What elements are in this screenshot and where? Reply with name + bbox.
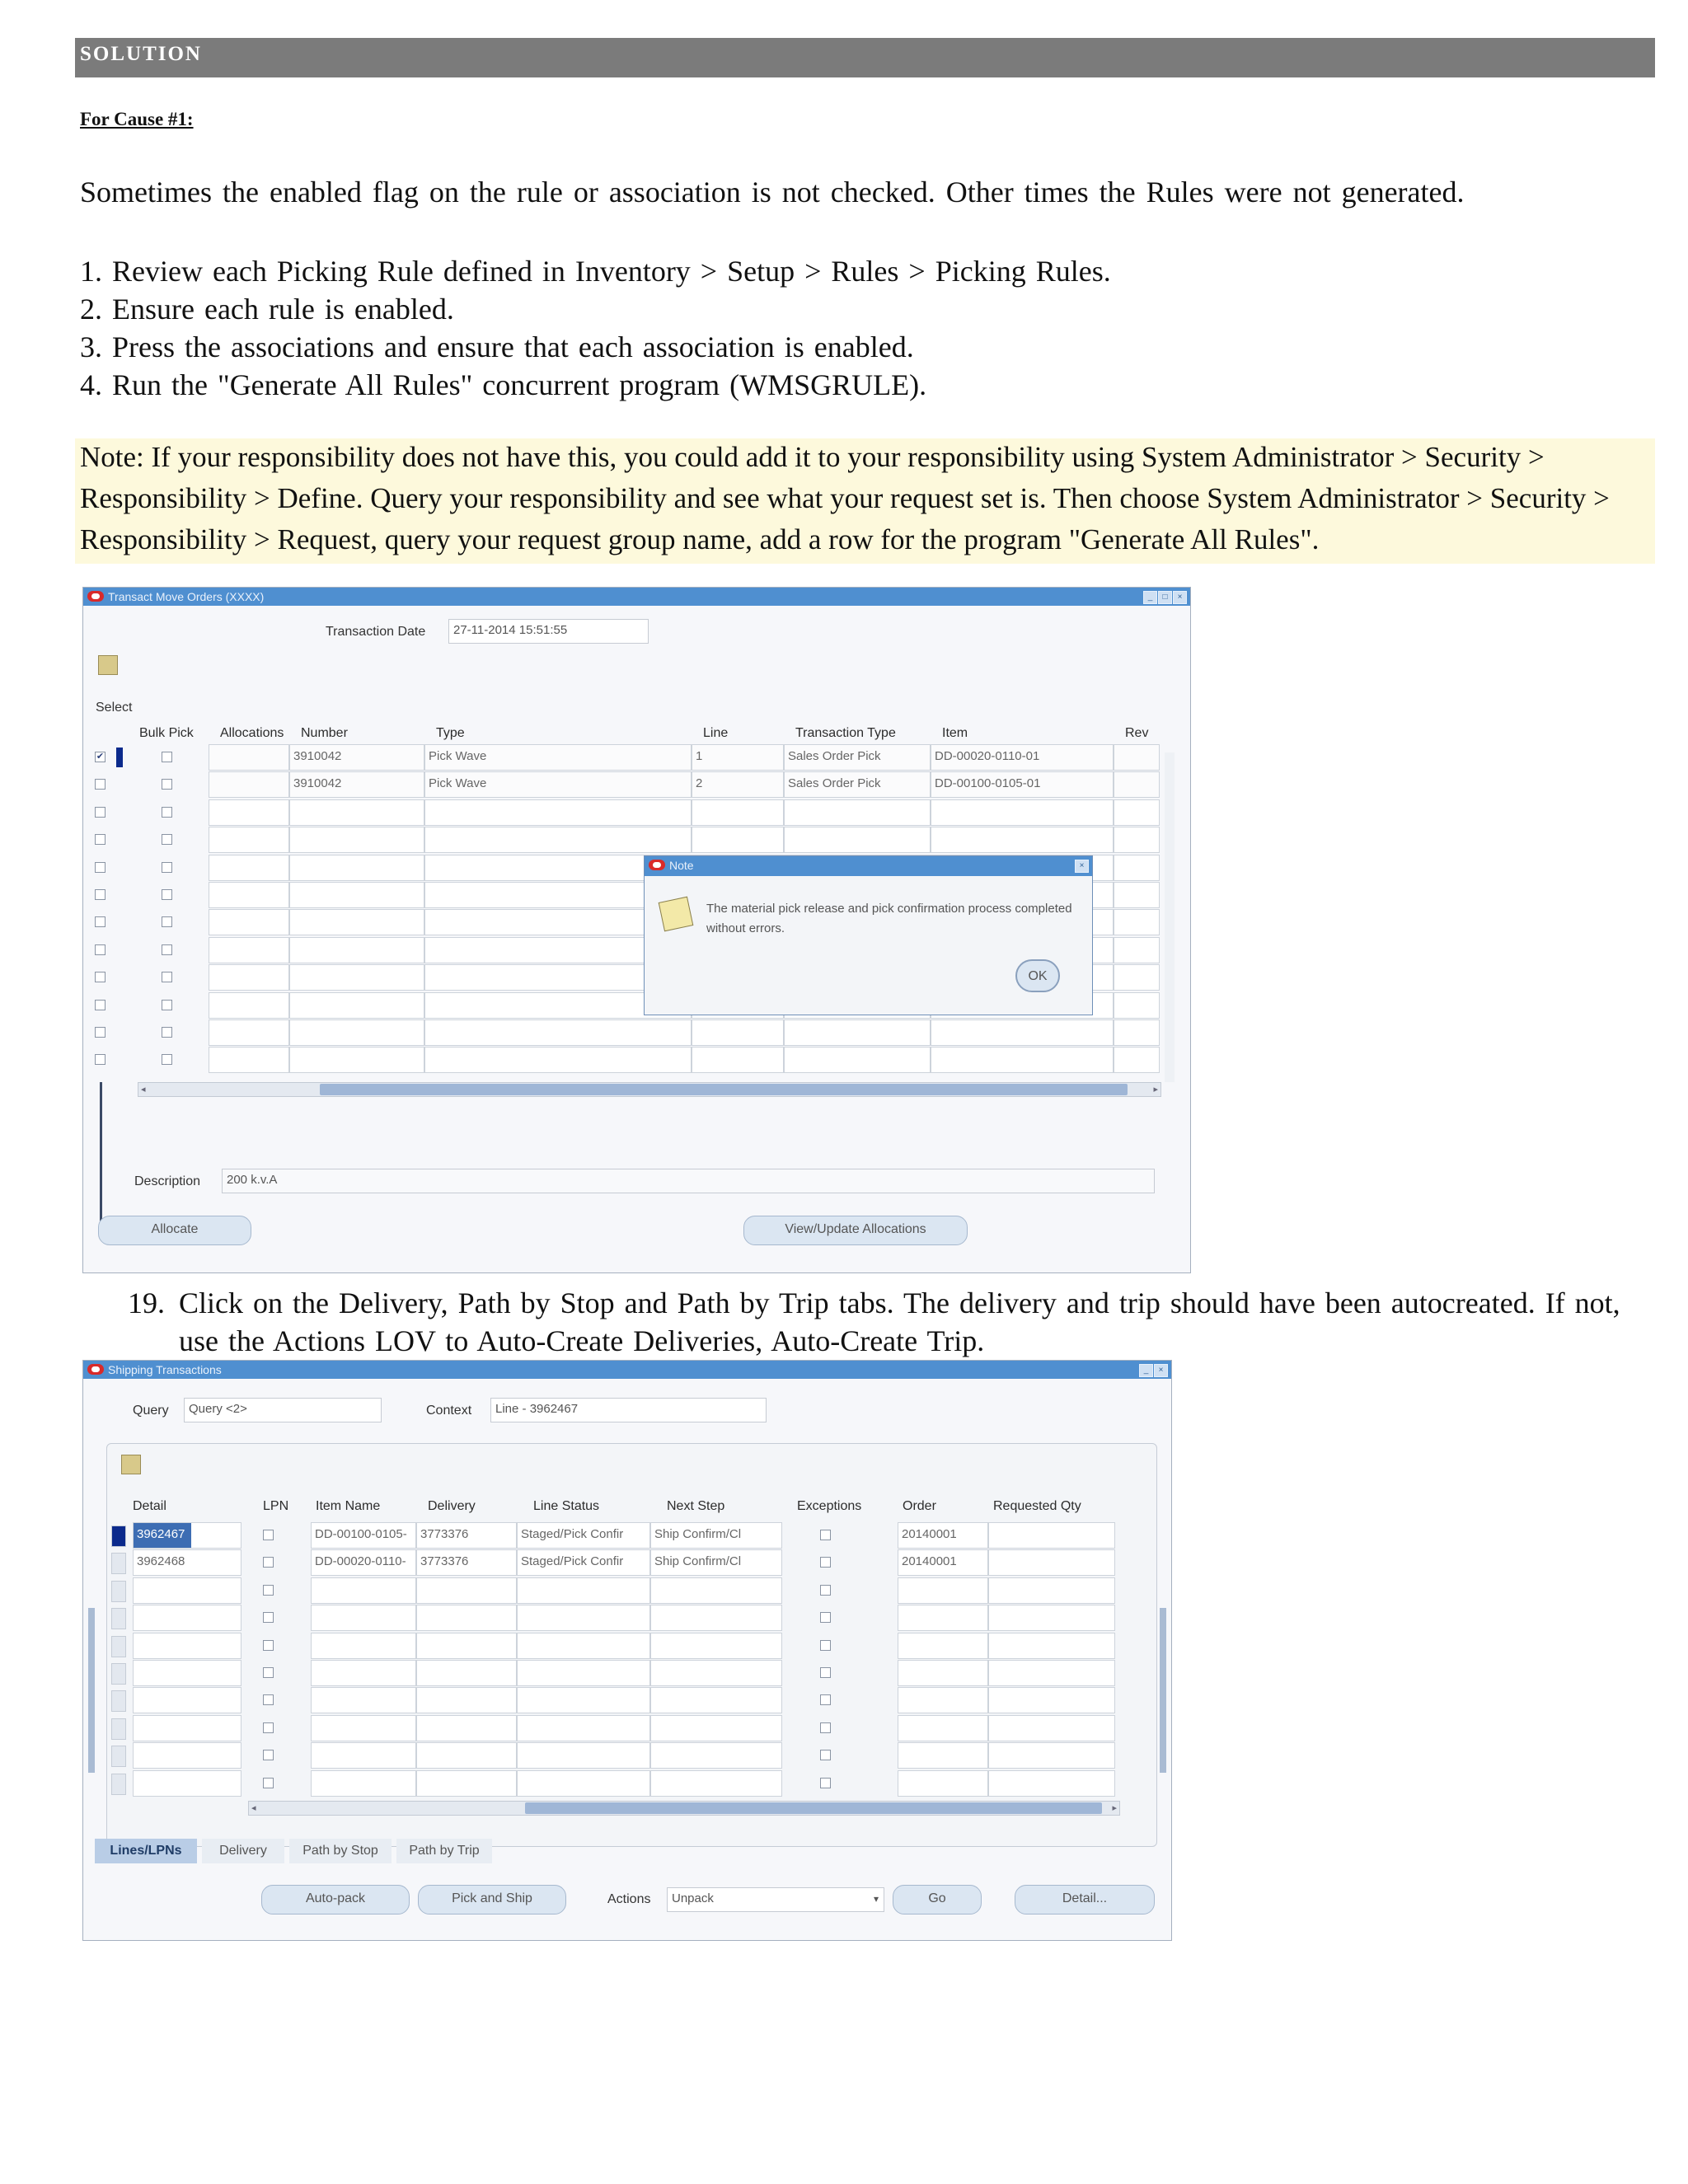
context-label: Context (426, 1404, 472, 1418)
step-item: 3. Press the associations and ensure that each association is enabled. (80, 330, 914, 363)
table-cell[interactable] (650, 1770, 782, 1797)
tab-lines-lpns[interactable]: Lines/LPNs (95, 1839, 197, 1863)
col-header-item-name: Item Name (316, 1499, 381, 1513)
table-cell[interactable] (289, 1019, 424, 1046)
go-button[interactable]: Go (893, 1885, 982, 1915)
table-cell[interactable]: 20140001 (898, 1522, 988, 1549)
exceptions-checkbox[interactable] (820, 1612, 831, 1623)
right-scroll-handle[interactable] (1160, 1608, 1166, 1773)
table-cell[interactable] (517, 1687, 650, 1713)
table-cell[interactable] (289, 855, 424, 881)
step-19-text: Click on the Delivery, Path by Stop and Path by Trip tabs. The delivery and trip should have been autocreated. If not, use the Actions LOV to Auto-Create Deliveries, Auto-Create Trip. (179, 1286, 1620, 1357)
exceptions-checkbox[interactable] (820, 1640, 831, 1651)
step-item: 2. Ensure each rule is enabled. (80, 293, 454, 326)
row-select-checkbox[interactable]: ✔ (96, 752, 105, 762)
col-header-allocations: Allocations (220, 726, 284, 740)
table-cell[interactable]: Sales Order Pick (784, 771, 931, 798)
bulk-pick-checkbox[interactable] (162, 834, 172, 845)
lpn-checkbox[interactable] (263, 1694, 274, 1705)
folder-tools-icon[interactable] (98, 655, 118, 675)
table-cell[interactable] (209, 799, 289, 826)
note-dialog (644, 855, 1093, 1015)
table-cell[interactable] (311, 1687, 416, 1713)
record-indicator[interactable] (111, 1690, 126, 1712)
row-select-checkbox[interactable] (95, 834, 106, 845)
actions-label: Actions (607, 1892, 651, 1906)
table-cell[interactable]: Pick Wave (424, 744, 692, 771)
table-cell[interactable] (289, 992, 424, 1019)
table-cell[interactable] (1114, 992, 1160, 1019)
table-cell[interactable] (133, 1770, 241, 1797)
record-indicator[interactable] (111, 1581, 126, 1602)
oracle-logo-icon (87, 591, 104, 602)
exceptions-checkbox[interactable] (820, 1722, 831, 1733)
current-record-indicator (116, 748, 123, 767)
section-heading: SOLUTION (80, 43, 202, 65)
window-title: Transact Move Orders (XXXX) (108, 590, 265, 603)
oracle-logo-icon (87, 1364, 104, 1375)
table-cell[interactable]: Ship Confirm/Cl (650, 1549, 782, 1576)
actions-select-value: Unpack (672, 1891, 714, 1905)
allocate-button[interactable]: Allocate (98, 1216, 251, 1245)
table-cell[interactable] (898, 1715, 988, 1741)
maximize-icon[interactable]: □ (1158, 591, 1172, 604)
step-item: 1. Review each Picking Rule defined in Inventory > Setup > Rules > Picking Rules. (80, 255, 1111, 288)
exceptions-checkbox[interactable] (820, 1585, 831, 1596)
note-paragraph: Note: If your responsibility does not have this, you could add it to your responsibility using System Administrator > Security > Responsibility > Define. Query your responsibility and see what your request set is. Then choose System Administrator > Security > Responsibility > Request, query your request group name, add a row for the program "Generate All Rules". (80, 441, 1610, 555)
bulk-pick-checkbox[interactable] (162, 752, 172, 762)
lpn-checkbox[interactable] (263, 1667, 274, 1678)
table-cell[interactable] (133, 1742, 241, 1769)
table-cell[interactable] (931, 799, 1114, 826)
table-cell[interactable] (692, 799, 784, 826)
col-header-order: Order (903, 1499, 936, 1513)
table-cell[interactable] (784, 799, 931, 826)
table-cell[interactable] (517, 1660, 650, 1686)
bulk-pick-checkbox[interactable] (162, 862, 172, 873)
table-cell[interactable] (416, 1715, 517, 1741)
table-cell[interactable] (311, 1605, 416, 1631)
bulk-pick-checkbox[interactable] (162, 807, 172, 818)
table-cell[interactable] (209, 771, 289, 798)
table-cell[interactable] (416, 1660, 517, 1686)
table-cell[interactable] (898, 1660, 988, 1686)
table-cell[interactable] (1114, 855, 1160, 881)
table-cell[interactable] (311, 1577, 416, 1604)
horizontal-scrollbar[interactable]: ◂ ▸ (138, 1082, 1161, 1097)
table-cell[interactable] (289, 882, 424, 908)
step-19 (128, 1284, 1644, 1360)
table-cell[interactable] (209, 827, 289, 853)
col-header-delivery: Delivery (428, 1499, 476, 1513)
record-indicator[interactable] (111, 1774, 126, 1795)
lpn-checkbox[interactable] (263, 1640, 274, 1651)
table-cell[interactable] (311, 1715, 416, 1741)
table-cell[interactable]: 3773376 (416, 1549, 517, 1576)
row-select-checkbox[interactable] (95, 1000, 106, 1010)
context-field[interactable]: Line - 3962467 (490, 1398, 767, 1422)
table-cell[interactable] (898, 1577, 988, 1604)
table-cell[interactable] (692, 827, 784, 853)
table-cell[interactable]: Staged/Pick Confir (517, 1522, 650, 1549)
table-cell[interactable] (209, 964, 289, 991)
table-cell[interactable] (289, 964, 424, 991)
table-cell[interactable] (133, 1633, 241, 1659)
table-cell[interactable]: 3910042 (289, 771, 424, 798)
table-cell[interactable]: 3910042 (289, 744, 424, 771)
scrollbar-thumb[interactable] (525, 1802, 1102, 1814)
shipping-transactions-window (82, 1360, 1172, 1941)
table-cell[interactable] (133, 1605, 241, 1631)
folder-tools-icon[interactable] (121, 1455, 141, 1474)
table-cell[interactable] (209, 909, 289, 935)
table-cell[interactable] (289, 1047, 424, 1073)
window-title: Shipping Transactions (108, 1363, 222, 1376)
lpn-checkbox[interactable] (263, 1612, 274, 1623)
row-select-checkbox[interactable] (95, 916, 106, 927)
record-indicator[interactable] (111, 1663, 126, 1685)
transact-move-orders-window (82, 587, 1191, 1273)
table-cell[interactable] (1114, 799, 1160, 826)
record-indicator[interactable] (111, 1718, 126, 1740)
tab-path-by-trip[interactable]: Path by Trip (396, 1839, 492, 1863)
col-header-item: Item (942, 726, 968, 740)
table-cell[interactable] (898, 1742, 988, 1769)
lpn-checkbox[interactable] (263, 1585, 274, 1596)
row-select-checkbox[interactable] (95, 944, 106, 955)
table-cell[interactable] (424, 799, 692, 826)
exceptions-checkbox[interactable] (820, 1694, 831, 1705)
oracle-logo-icon (649, 860, 665, 870)
col-header-number: Number (301, 726, 348, 740)
bulk-pick-checkbox[interactable] (162, 1027, 172, 1038)
window-titlebar (83, 588, 1190, 606)
table-cell[interactable] (416, 1577, 517, 1604)
bulk-pick-checkbox[interactable] (162, 779, 172, 790)
table-cell[interactable] (988, 1742, 1115, 1769)
vertical-scrollbar[interactable] (1165, 752, 1175, 1082)
table-cell[interactable] (416, 1742, 517, 1769)
table-cell[interactable] (209, 744, 289, 771)
table-cell[interactable] (1114, 909, 1160, 935)
window-titlebar (83, 1361, 1171, 1379)
table-cell[interactable] (209, 1019, 289, 1046)
table-cell[interactable]: 3962467 (133, 1522, 241, 1549)
table-cell[interactable] (692, 1019, 784, 1046)
row-select-checkbox[interactable] (95, 862, 106, 873)
exceptions-checkbox[interactable] (820, 1778, 831, 1788)
table-cell[interactable] (650, 1715, 782, 1741)
bulk-pick-checkbox[interactable] (162, 889, 172, 900)
scrollbar-thumb[interactable] (320, 1084, 1128, 1095)
table-cell[interactable]: 1 (692, 744, 784, 771)
table-cell[interactable]: 20140001 (898, 1549, 988, 1576)
table-cell[interactable] (517, 1770, 650, 1797)
table-cell[interactable]: Staged/Pick Confir (517, 1549, 650, 1576)
row-select-checkbox[interactable] (95, 807, 106, 818)
col-header-transaction-type: Transaction Type (795, 726, 896, 740)
close-icon[interactable]: × (1154, 1364, 1168, 1377)
record-indicator[interactable] (111, 1746, 126, 1767)
table-cell[interactable] (1114, 744, 1160, 771)
exceptions-checkbox[interactable] (820, 1530, 831, 1540)
table-cell[interactable] (988, 1549, 1115, 1576)
table-cell[interactable] (650, 1687, 782, 1713)
col-header-exceptions: Exceptions (797, 1499, 862, 1513)
table-cell[interactable] (650, 1633, 782, 1659)
minimize-icon[interactable]: _ (1139, 1364, 1153, 1377)
record-indicator[interactable] (111, 1636, 126, 1657)
exceptions-checkbox[interactable] (820, 1750, 831, 1760)
table-cell[interactable] (650, 1742, 782, 1769)
dialog-title: Note (669, 859, 694, 872)
col-header-lpn: LPN (263, 1499, 289, 1513)
col-header-requested-qty: Requested Qty (993, 1499, 1081, 1513)
lpn-checkbox[interactable] (263, 1722, 274, 1733)
table-cell[interactable]: DD-00100-0105-01 (931, 771, 1114, 798)
bulk-pick-checkbox[interactable] (162, 944, 172, 955)
col-header-type: Type (436, 726, 465, 740)
table-cell[interactable] (931, 827, 1114, 853)
dialog-close-icon[interactable]: × (1075, 860, 1089, 873)
table-cell[interactable] (133, 1715, 241, 1741)
table-cell[interactable] (784, 1019, 931, 1046)
table-cell[interactable]: 3962468 (133, 1549, 241, 1576)
table-cell[interactable] (988, 1770, 1115, 1797)
table-cell[interactable] (311, 1633, 416, 1659)
row-select-checkbox[interactable] (95, 889, 106, 900)
record-indicator[interactable] (111, 1608, 126, 1629)
horizontal-scrollbar[interactable]: ◂ ▸ (248, 1801, 1120, 1816)
record-indicator[interactable] (111, 1553, 126, 1574)
table-cell[interactable]: DD-00020-0110-01 (931, 744, 1114, 771)
step-item: 4. Run the "Generate All Rules" concurrent program (WMSGRULE). (80, 368, 927, 401)
close-icon[interactable]: × (1173, 591, 1187, 604)
table-cell[interactable]: DD-00100-0105- (311, 1522, 416, 1549)
description-label: Description (134, 1174, 201, 1188)
row-select-checkbox[interactable] (95, 972, 106, 982)
table-cell[interactable] (311, 1660, 416, 1686)
table-cell[interactable] (1114, 827, 1160, 853)
table-cell[interactable] (988, 1715, 1115, 1741)
table-cell[interactable] (931, 1047, 1114, 1073)
table-cell[interactable] (1114, 937, 1160, 963)
table-cell[interactable] (424, 1019, 692, 1046)
bulk-pick-checkbox[interactable] (162, 972, 172, 982)
table-cell[interactable] (209, 1047, 289, 1073)
col-header-line-status: Line Status (533, 1499, 600, 1513)
chevron-down-icon: ▾ (873, 1893, 879, 1905)
table-cell[interactable] (1114, 771, 1160, 798)
table-cell[interactable] (209, 992, 289, 1019)
table-cell[interactable] (650, 1660, 782, 1686)
record-indicator[interactable] (111, 1526, 126, 1547)
table-cell[interactable] (1114, 1019, 1160, 1046)
ok-button[interactable]: OK (1015, 959, 1060, 992)
table-cell[interactable] (650, 1605, 782, 1631)
table-cell[interactable] (133, 1687, 241, 1713)
row-select-checkbox[interactable] (95, 1027, 106, 1038)
table-cell[interactable] (289, 827, 424, 853)
dialog-message: The material pick release and pick confirmation process completed without errors. (706, 902, 1072, 935)
table-cell[interactable] (517, 1742, 650, 1769)
col-header-line: Line (703, 726, 729, 740)
table-cell[interactable] (1114, 882, 1160, 908)
table-cell[interactable] (988, 1687, 1115, 1713)
table-cell[interactable] (898, 1687, 988, 1713)
transaction-date-field[interactable]: 27-11-2014 15:51:55 (448, 619, 649, 644)
lpn-checkbox[interactable] (263, 1557, 274, 1568)
table-cell[interactable]: DD-00020-0110- (311, 1549, 416, 1576)
bulk-pick-checkbox[interactable] (162, 1054, 172, 1065)
table-cell[interactable] (289, 937, 424, 963)
query-label: Query (133, 1404, 169, 1418)
exceptions-checkbox[interactable] (820, 1667, 831, 1678)
table-cell[interactable]: Pick Wave (424, 771, 692, 798)
minimize-icon[interactable]: _ (1143, 591, 1157, 604)
solution-header-bar (75, 38, 1655, 77)
query-field[interactable]: Query <2> (184, 1398, 382, 1422)
bulk-pick-checkbox[interactable] (162, 1000, 172, 1010)
table-cell[interactable] (416, 1770, 517, 1797)
left-scroll-handle[interactable] (88, 1608, 95, 1773)
table-cell[interactable]: 2 (692, 771, 784, 798)
table-cell[interactable] (416, 1687, 517, 1713)
table-cell[interactable] (133, 1577, 241, 1604)
table-cell[interactable] (424, 827, 692, 853)
table-cell[interactable] (311, 1742, 416, 1769)
detail-button[interactable]: Detail... (1015, 1885, 1155, 1915)
table-cell[interactable] (898, 1633, 988, 1659)
table-cell[interactable]: Ship Confirm/Cl (650, 1522, 782, 1549)
lpn-checkbox[interactable] (263, 1530, 274, 1540)
bulk-pick-checkbox[interactable] (162, 916, 172, 927)
table-cell[interactable] (1114, 964, 1160, 991)
table-cell[interactable] (311, 1770, 416, 1797)
description-field[interactable]: 200 k.v.A (222, 1169, 1155, 1193)
cause-heading: For Cause #1: (80, 109, 194, 129)
table-cell[interactable] (784, 1047, 931, 1073)
table-cell[interactable] (209, 855, 289, 881)
table-cell[interactable] (784, 827, 931, 853)
lpn-checkbox[interactable] (263, 1750, 274, 1760)
dialog-titlebar (645, 856, 1092, 876)
exceptions-checkbox[interactable] (820, 1557, 831, 1568)
auto-pack-button[interactable]: Auto-pack (261, 1885, 410, 1915)
table-cell[interactable] (416, 1633, 517, 1659)
table-cell[interactable] (289, 909, 424, 935)
table-cell[interactable] (931, 1019, 1114, 1046)
table-cell[interactable] (289, 799, 424, 826)
row-select-checkbox[interactable] (95, 1054, 106, 1065)
view-update-allocations-button[interactable]: View/Update Allocations (743, 1216, 968, 1245)
lpn-checkbox[interactable] (263, 1778, 274, 1788)
col-header-detail: Detail (133, 1499, 166, 1513)
actions-select[interactable] (667, 1887, 884, 1912)
transaction-date-label: Transaction Date (326, 625, 426, 639)
table-cell[interactable]: Sales Order Pick (784, 744, 931, 771)
tab-path-by-stop[interactable]: Path by Stop (289, 1839, 392, 1863)
step-19-number: 19. (128, 1286, 165, 1319)
table-cell[interactable] (416, 1605, 517, 1631)
table-cell[interactable] (517, 1715, 650, 1741)
table-cell[interactable] (209, 937, 289, 963)
table-cell[interactable] (692, 1047, 784, 1073)
table-cell[interactable] (988, 1577, 1115, 1604)
table-cell[interactable] (133, 1660, 241, 1686)
table-cell[interactable] (209, 882, 289, 908)
col-header-next-step: Next Step (667, 1499, 725, 1513)
pick-and-ship-button[interactable]: Pick and Ship (418, 1885, 566, 1915)
tab-delivery[interactable]: Delivery (202, 1839, 284, 1863)
table-cell[interactable] (898, 1605, 988, 1631)
row-select-checkbox[interactable] (95, 779, 106, 790)
steps-list (80, 252, 1111, 404)
table-cell[interactable] (898, 1770, 988, 1797)
select-label: Select (96, 701, 133, 715)
record-indicator-bar (100, 1082, 102, 1222)
table-cell[interactable] (517, 1577, 650, 1604)
table-cell[interactable] (988, 1605, 1115, 1631)
table-cell[interactable] (988, 1633, 1115, 1659)
table-cell[interactable] (1114, 1047, 1160, 1073)
table-cell[interactable] (517, 1633, 650, 1659)
intro-paragraph: Sometimes the enabled flag on the rule or association is not checked. Other times the Rules were not generated. (80, 176, 1465, 209)
table-cell[interactable] (988, 1660, 1115, 1686)
table-cell[interactable] (988, 1522, 1115, 1549)
table-cell[interactable] (424, 1047, 692, 1073)
col-header-rev: Rev (1125, 726, 1149, 740)
note-paper-icon (659, 897, 694, 932)
table-cell[interactable] (517, 1605, 650, 1631)
col-header-bulk-pick: Bulk Pick (139, 726, 194, 740)
table-cell[interactable]: 3773376 (416, 1522, 517, 1549)
table-cell[interactable] (650, 1577, 782, 1604)
